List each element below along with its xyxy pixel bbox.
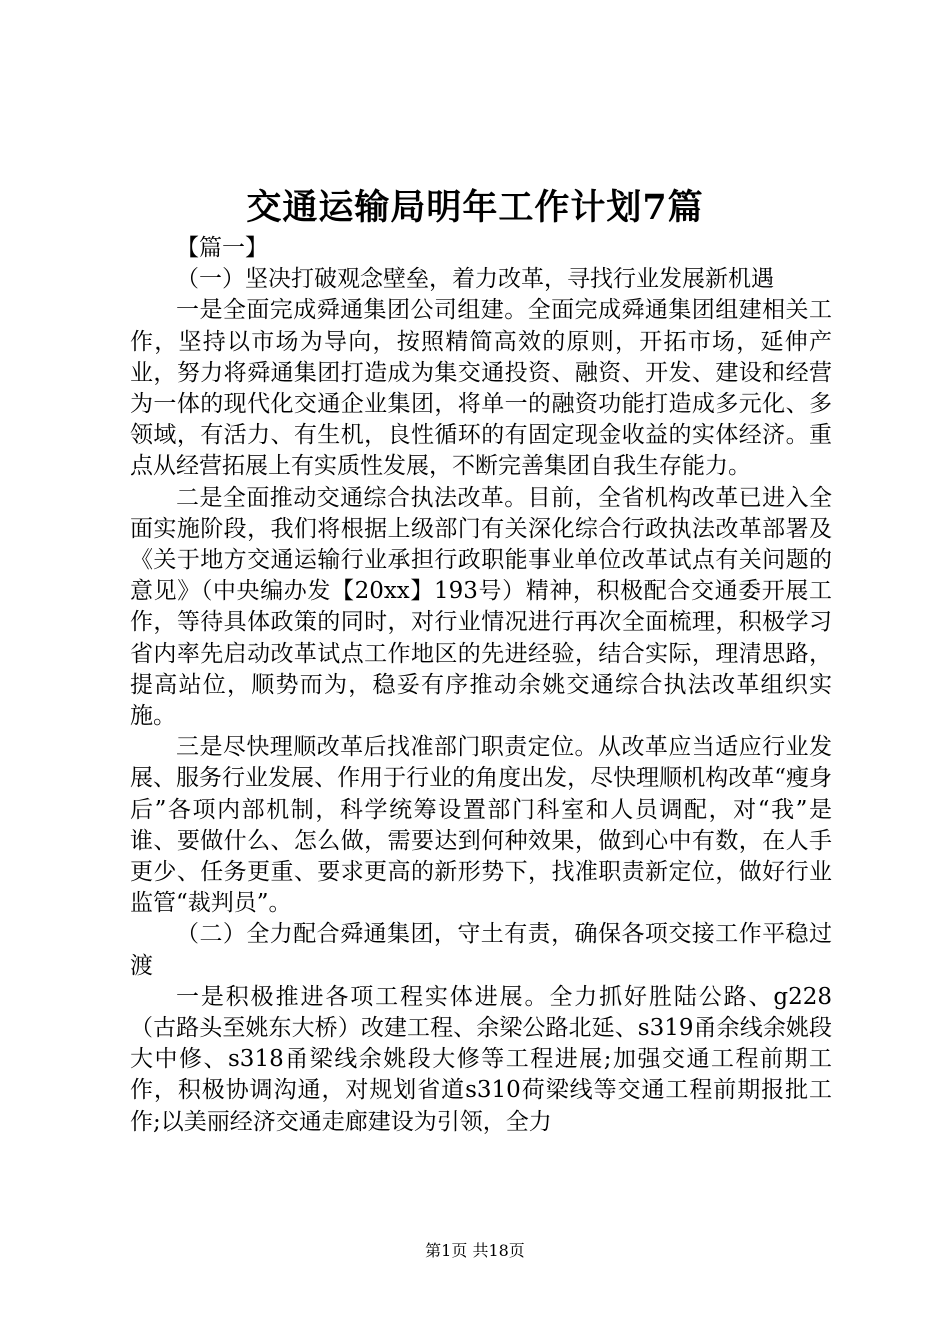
paragraph-4: 一是积极推进各项工程实体进展。全力抓好胜陆公路、g228（古路头至姚东大桥）改建工程、余梁公路北延、s319甬余线余姚段大中修、s318甬梁线余姚段大修等工程进展;加强交通工程前期工作，积极协调沟通，对规划省道s310荷梁线等交通工程前期报批工作;以美丽经济交通走廊建设为引领，全力 xyxy=(130,983,832,1135)
document-title: 交通运输局明年工作计划7篇 xyxy=(246,187,704,228)
paragraph-3: 三是尽快理顺改革后找准部门职责定位。从改革应当适应行业发展、服务行业发展、作用于行业的角度出发，尽快理顺机构改革“瘦身后”各项内部机制，科学统筹设置部门科室和人员调配，对“我”是谁、要做什么、怎么做，需要达到何种效果，做到心中有数，在人手更少、任务更重、要求更高的新形势下，找准职责新定位，做好行业监管“裁判员”。 xyxy=(130,734,832,917)
paragraph-heading-2: （二）全力配合舜通集团，守土有责，确保各项交接工作平稳过渡 xyxy=(130,921,832,979)
page-footer: 第1页 共18页 xyxy=(425,1241,525,1260)
paragraph-1: 一是全面完成舜通集团公司组建。全面完成舜通集团组建相关工作，坚持以市场为导向，按照精简高效的原则，开拓市场，延伸产业，努力将舜通集团打造成为集交通投资、融资、开发、建设和经营为一体的现代化交通企业集团，将单一的融资功能打造成多元化、多领域，有活力、有生机，良性循环的有固定现金收益的实体经济。重点从经营拓展上有实质性发展，不断完善集团自我生存能力。 xyxy=(130,297,832,480)
paragraph-2: 二是全面推动交通综合执法改革。目前，全省机构改革已进入全面实施阶段，我们将根据上级部门有关深化综合行政执法改革部署及《关于地方交通运输行业承担行政职能事业单位改革试点有关问题的意见》（中央编办发【20xx】193号）精神，积极配合交通委开展工作，等待具体政策的同时，对行业情况进行再次全面梳理，积极学习省内率先启动改革试点工作地区的先进经验，结合实际，理清思路，提高站位，顺势而为，稳妥有序推动余姚交通综合执法改革组织实施。 xyxy=(130,484,832,730)
section-label: 【篇一】 xyxy=(176,235,268,261)
paragraph-heading-1: （一）坚决打破观念壁垒，着力改革，寻找行业发展新机遇 xyxy=(176,266,774,293)
document-body xyxy=(130,233,832,1138)
